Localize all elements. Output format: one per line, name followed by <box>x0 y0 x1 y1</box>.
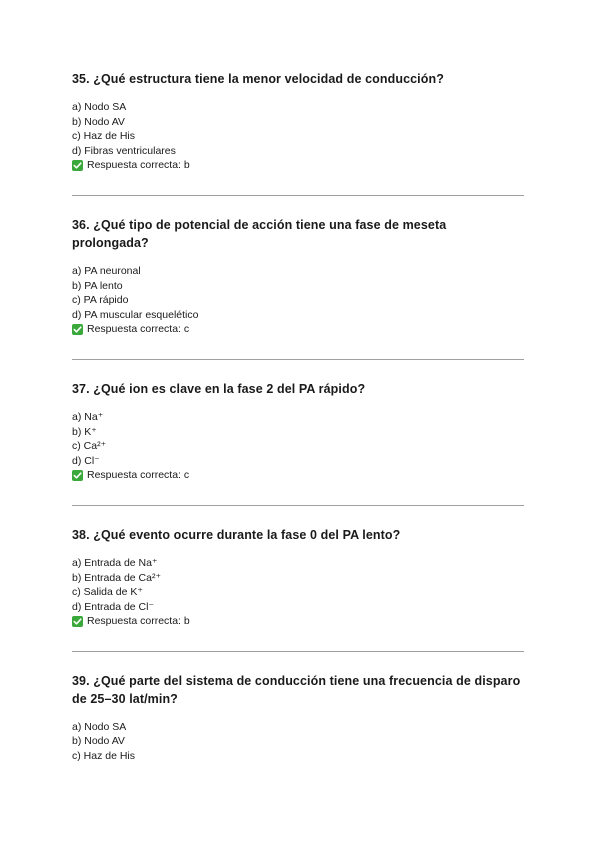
option-c: c) Ca²⁺ <box>72 440 107 453</box>
divider <box>72 505 524 506</box>
question-title: 37. ¿Qué ion es clave en la fase 2 del PA rápido? <box>72 381 366 396</box>
question-37 <box>72 380 524 483</box>
option-b: b) Nodo AV <box>72 115 125 128</box>
correct-answer <box>72 158 524 173</box>
option-c: c) Haz de His <box>72 130 136 143</box>
question-title: 38. ¿Qué evento ocurre durante la fase 0 del PA lento? <box>72 527 401 542</box>
option-c: c) Haz de His <box>72 750 136 763</box>
question-39 <box>72 672 524 764</box>
check-icon <box>72 324 83 335</box>
check-icon <box>72 470 83 481</box>
options-list <box>72 410 524 468</box>
option-a: a) PA neuronal <box>72 264 141 277</box>
answer-text: Respuesta correcta: b <box>87 615 190 628</box>
option-d: d) Fibras ventriculares <box>72 144 176 157</box>
option-b: b) K⁺ <box>72 425 97 438</box>
answer-text: Respuesta correcta: b <box>87 159 190 172</box>
correct-answer <box>72 322 524 337</box>
option-c: c) PA rápido <box>72 294 129 307</box>
divider <box>72 195 524 196</box>
options-list <box>72 264 524 322</box>
option-d: d) Entrada de Cl⁻ <box>72 600 155 613</box>
option-a: a) Nodo SA <box>72 720 127 733</box>
question-title: 35. ¿Qué estructura tiene la menor velocidad de conducción? <box>72 72 444 86</box>
check-icon <box>72 160 83 171</box>
check-icon <box>72 616 83 627</box>
option-b: b) PA lento <box>72 279 123 292</box>
option-b: b) Entrada de Ca²⁺ <box>72 571 162 584</box>
options-list <box>72 100 524 158</box>
question-title: 39. ¿Qué parte del sistema de conducción tiene una frecuencia de disparo de 25–30 lat/min? <box>72 673 521 706</box>
question-35 <box>72 70 524 173</box>
correct-answer <box>72 614 524 629</box>
option-b: b) Nodo AV <box>72 735 125 748</box>
option-d: d) Cl⁻ <box>72 454 100 467</box>
divider <box>72 359 524 360</box>
option-d: d) PA muscular esquelético <box>72 308 199 321</box>
answer-text: Respuesta correcta: c <box>87 469 190 482</box>
options-list <box>72 720 524 764</box>
question-title: 36. ¿Qué tipo de potencial de acción tiene una fase de meseta prolongada? <box>72 217 447 250</box>
document-page <box>72 70 524 764</box>
divider <box>72 651 524 652</box>
options-list <box>72 556 524 614</box>
correct-answer <box>72 468 524 483</box>
answer-text: Respuesta correcta: c <box>87 323 190 336</box>
option-a: a) Nodo SA <box>72 101 127 113</box>
option-c: c) Salida de K⁺ <box>72 586 143 599</box>
option-a: a) Entrada de Na⁺ <box>72 556 158 569</box>
question-36 <box>72 216 524 337</box>
option-a: a) Na⁺ <box>72 410 104 423</box>
question-38 <box>72 526 524 629</box>
